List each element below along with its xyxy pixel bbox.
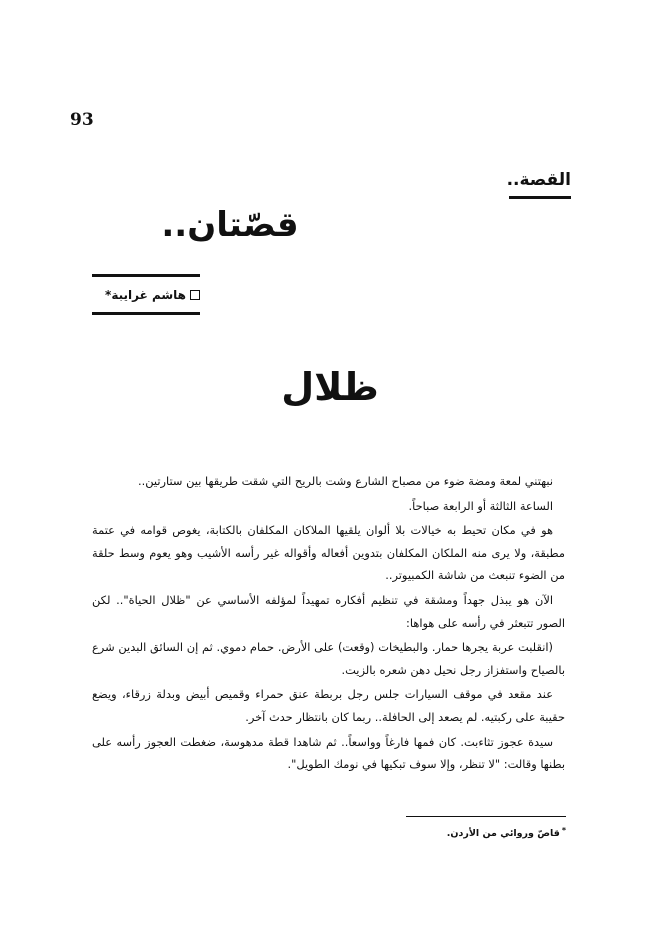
section-label: القصة.. [506, 170, 571, 190]
paragraph: نبهتني لمعة ومضة ضوء من مصباح الشارع وشت بالريح التي شقت طريقها بين ستارتين.. [138, 474, 553, 488]
section-header [506, 170, 571, 199]
story-body [92, 470, 565, 778]
paragraph: (انقلبت عربة يجرها حمار. والبطيخات (وقعت) على الأرض. حمام دموي. ثم إن السائق البدين شرع بالصياح واستفزاز رجل نحيل دهن شعره بالزيت. [92, 640, 565, 677]
square-bullet-icon [190, 290, 200, 300]
paragraph: الساعة الثالثة أو الرابعة صباحاً. [408, 498, 553, 513]
author-name: هاشم غرايبة* [105, 288, 186, 302]
story-subtitle: ظلال [281, 365, 379, 409]
footnote-mark: * [561, 826, 566, 835]
author-box [92, 274, 200, 315]
paragraph: هو في مكان تحيط به خيالات بلا ألوان يلقيها الملاكان المكلفان بالكتابة، يغوص قوامه في عتمة مطبقة، ولا يرى منه الملكان المكلفان بتدوين أفعاله وأقواله غير رأسه الأشيب وهو يعوم وسط حلقة من الضوء تنبعث من شاشة الكمبيوتر.. [92, 523, 565, 583]
page-number: 93 [70, 110, 94, 130]
footnote [447, 826, 566, 839]
paragraph: عند مقعد في موقف السيارات جلس رجل بربطة عنق حمراء وقميص أبيض وبدلة زرقاء، ويضع حقيبة على ركبتيه. لم يصعد إلى الحافلة.. ربما كان بانتظار حدث آخر. [92, 687, 565, 724]
footnote-text: قاصّ وروائي من الأردن. [446, 828, 560, 839]
paragraph: الآن هو يبذل جهداً ومشقة في تنظيم أفكاره تمهيداً لمؤلفه الأساسي عن "ظلال الحياة".. لكن الصور تتبعثر في رأسه على هواها: [92, 592, 565, 630]
main-title: قصّتان.. [161, 205, 299, 245]
paragraph: سيدة عجوز تثاءبت. كان فمها فارغاً وواسعاً.. ثم شاهدا قطة مدهوسة، ضغطت العجوز رأسه على بطنها وقالت: "لا تنظر، وإلا سوف تبكيها في نومك الطويل". [92, 734, 565, 772]
footnote-divider [406, 816, 566, 817]
